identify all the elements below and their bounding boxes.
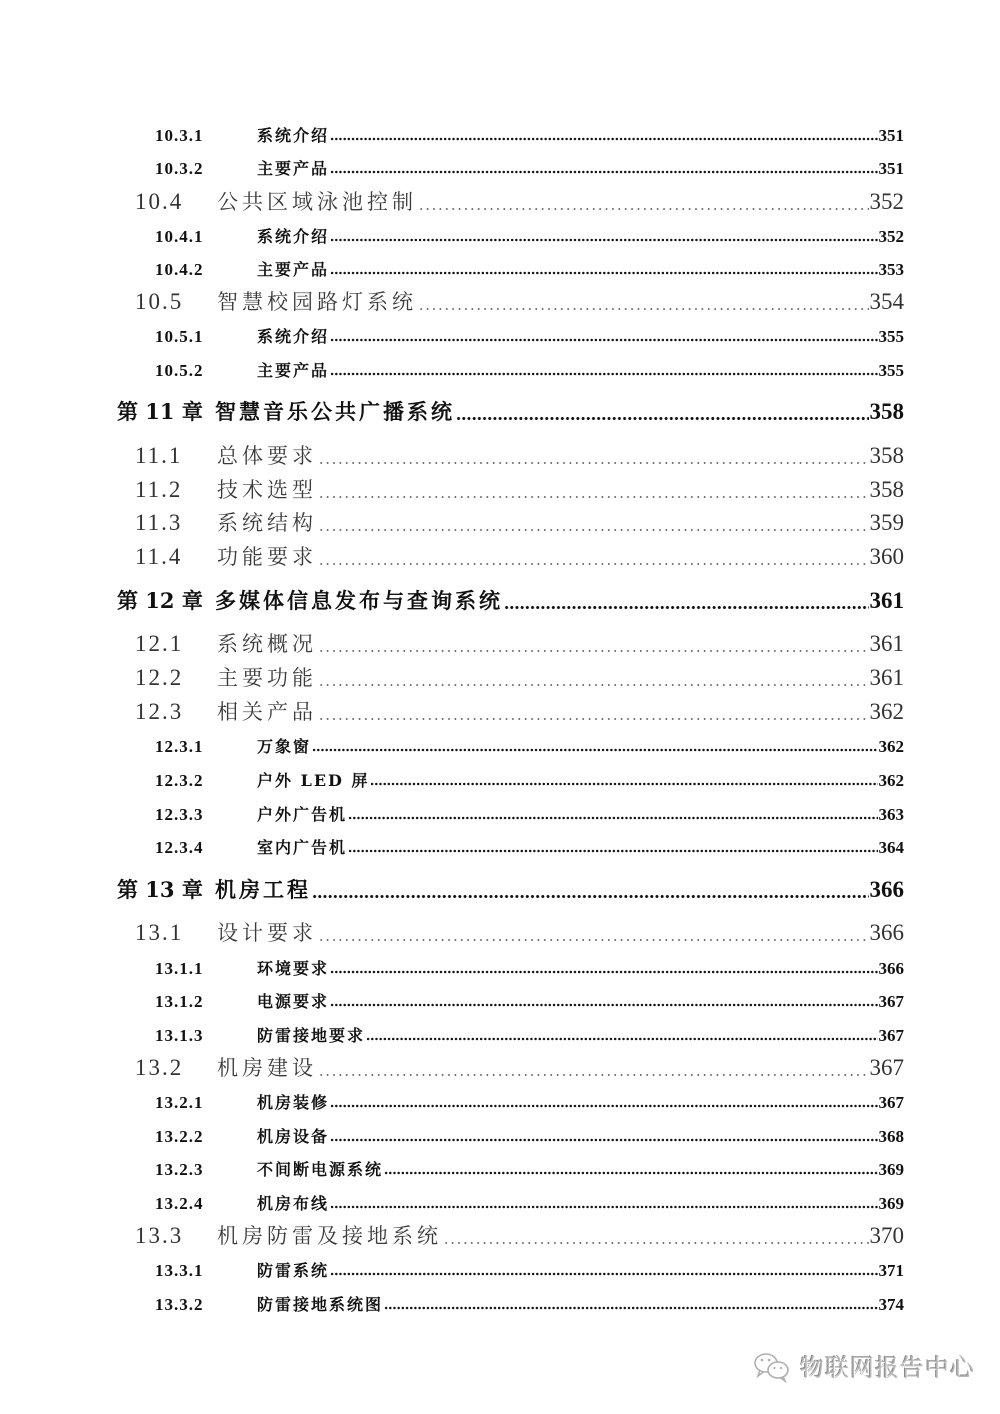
section-number: 13.3: [135, 1223, 184, 1248]
page-number: 361: [869, 588, 904, 613]
dot-leader: [330, 1104, 877, 1108]
toc-entry[interactable]: [155, 1157, 904, 1179]
dot-leader: [318, 717, 869, 721]
chapter-title: 智慧音乐公共广播系统: [215, 399, 455, 424]
section-number: 10.4.1: [155, 227, 204, 246]
dot-leader: [312, 748, 877, 752]
section-title: 电源要求: [257, 992, 330, 1011]
toc-chapter-entry[interactable]: [117, 874, 904, 904]
toc-entry[interactable]: [155, 224, 904, 246]
toc-entry[interactable]: [155, 1090, 904, 1112]
page-number: 351: [878, 159, 904, 178]
chapter-number: 第 11 章: [117, 399, 203, 424]
dot-leader: [418, 207, 869, 211]
section-title: 机房建设: [217, 1056, 317, 1080]
section-number: 13.2.1: [155, 1093, 204, 1112]
section-title: 系统介绍: [257, 227, 330, 246]
section-number: 13.1: [135, 920, 184, 945]
dot-leader: [384, 1306, 877, 1310]
section-title: 公共区域泳池控制: [217, 190, 417, 214]
section-number: 13.1.3: [155, 1026, 204, 1045]
section-number: 12.3.3: [155, 805, 204, 824]
section-number: 11.4: [135, 544, 183, 569]
dot-leader: [318, 528, 869, 532]
toc-entry[interactable]: [135, 628, 904, 658]
toc-chapter-entry[interactable]: [117, 585, 904, 615]
page-number: 352: [878, 227, 904, 246]
page-number: 354: [869, 289, 904, 314]
page-number: 367: [878, 992, 904, 1011]
chapter-title: 多媒体信息发布与查询系统: [215, 588, 503, 613]
dot-leader: [330, 1205, 877, 1209]
section-number: 10.4.2: [155, 260, 204, 279]
toc-chapter-entry[interactable]: [117, 396, 904, 426]
dot-leader: [366, 1037, 877, 1041]
toc-entry[interactable]: [135, 917, 904, 947]
page-number: 366: [878, 959, 904, 978]
chapter-title: 机房工程: [215, 877, 311, 902]
page-number: 361: [869, 631, 904, 656]
dot-leader: [330, 372, 877, 376]
toc-entry[interactable]: [155, 123, 904, 145]
section-number: 10.5.2: [155, 361, 204, 380]
dot-leader: [318, 1073, 869, 1077]
section-number: 12.3.1: [155, 737, 204, 756]
watermark: [752, 1348, 975, 1383]
dot-leader: [348, 849, 877, 853]
toc-entry[interactable]: [155, 358, 904, 380]
dot-leader: [330, 1272, 877, 1276]
section-title: 不间断电源系统: [257, 1160, 384, 1179]
toc-entry[interactable]: [155, 734, 904, 756]
dot-leader: [330, 1138, 877, 1142]
section-title: 户外 LED 屏: [257, 771, 370, 790]
page-number: 359: [869, 510, 904, 535]
page-number: 352: [869, 189, 904, 214]
section-title: 主要产品: [257, 361, 330, 380]
dot-leader: [330, 1003, 877, 1007]
page-number: 362: [869, 699, 904, 724]
section-number: 12.1: [135, 631, 184, 656]
page-number: 351: [878, 126, 904, 145]
section-number: 10.5: [135, 289, 184, 314]
section-title: 主要产品: [257, 260, 330, 279]
toc-entry[interactable]: [155, 156, 904, 178]
page-number: 370: [869, 1223, 904, 1248]
section-title: 相关产品: [217, 700, 317, 724]
section-title: 机房防雷及接地系统: [217, 1224, 442, 1248]
section-number: 13.3.2: [155, 1295, 204, 1314]
dot-leader: [330, 137, 877, 141]
section-number: 13.1.1: [155, 959, 204, 978]
toc-entry[interactable]: [155, 835, 904, 857]
page-number: 366: [869, 877, 904, 902]
section-number: 13.2.3: [155, 1160, 204, 1179]
section-title: 主要产品: [257, 159, 330, 178]
section-number: 11.3: [135, 510, 183, 535]
toc-entry[interactable]: [135, 474, 904, 504]
toc-entry[interactable]: [135, 696, 904, 726]
section-number: 10.3.2: [155, 159, 204, 178]
page-number: 374: [878, 1295, 904, 1314]
page-number: 360: [869, 544, 904, 569]
dot-leader: [330, 970, 877, 974]
section-title: 系统结构: [217, 511, 317, 535]
toc-entry[interactable]: [155, 1124, 904, 1146]
toc-entry[interactable]: [135, 440, 904, 470]
chapter-number: 第 12 章: [117, 588, 203, 613]
dot-leader: [330, 170, 877, 174]
section-number: 13.3.1: [155, 1261, 204, 1280]
section-title: 环境要求: [257, 959, 330, 978]
section-number: 13.2.2: [155, 1127, 204, 1146]
dot-leader: [318, 938, 869, 942]
dot-leader: [318, 649, 869, 653]
toc-entry[interactable]: [155, 802, 904, 824]
dot-leader: [312, 894, 869, 899]
section-title: 万象窗: [257, 737, 312, 756]
page-number: 363: [878, 805, 904, 824]
section-title: 智慧校园路灯系统: [217, 290, 417, 314]
section-title: 功能要求: [217, 545, 317, 569]
section-title: 防雷接地系统图: [257, 1295, 384, 1314]
page-number: 369: [878, 1194, 904, 1213]
toc-entry[interactable]: [155, 1023, 904, 1045]
page-number: 362: [878, 771, 904, 790]
dot-leader: [318, 495, 869, 499]
section-title: 总体要求: [217, 444, 317, 468]
page-number: 369: [878, 1160, 904, 1179]
section-number: 11.2: [135, 477, 183, 502]
section-title: 机房装修: [257, 1093, 330, 1112]
toc-entry[interactable]: [155, 1258, 904, 1280]
page-number: 361: [869, 665, 904, 690]
dot-leader: [318, 683, 869, 687]
section-title: 系统概况: [217, 632, 317, 656]
section-title: 技术选型: [217, 478, 317, 502]
section-title: 防雷系统: [257, 1261, 330, 1280]
section-number: 12.3.2: [155, 771, 204, 790]
section-title: 系统介绍: [257, 327, 330, 346]
dot-leader: [318, 461, 869, 465]
toc-entry[interactable]: [135, 186, 904, 216]
toc-entry[interactable]: [135, 507, 904, 537]
page-number: 371: [878, 1261, 904, 1280]
section-title: 室内广告机: [257, 838, 348, 857]
watermark-text: 物联网报告中心: [800, 1354, 975, 1382]
page-number: 366: [869, 920, 904, 945]
page-number: 353: [878, 260, 904, 279]
dot-leader: [384, 1171, 877, 1175]
dot-leader: [330, 338, 877, 342]
wechat-icon: [752, 1351, 792, 1381]
section-number: 13.2: [135, 1055, 184, 1080]
section-title: 机房设备: [257, 1127, 330, 1146]
toc-entry[interactable]: [135, 541, 904, 571]
page-number: 358: [869, 477, 904, 502]
section-number: 10.4: [135, 189, 184, 214]
section-number: 12.3: [135, 699, 184, 724]
section-number: 12.2: [135, 665, 184, 690]
section-number: 10.5.1: [155, 327, 204, 346]
dot-leader: [504, 605, 869, 610]
page-number: 358: [869, 399, 904, 424]
section-title: 机房布线: [257, 1194, 330, 1213]
section-number: 11.1: [135, 443, 183, 468]
section-number: 10.3.1: [155, 126, 204, 145]
page-number: 367: [878, 1093, 904, 1112]
toc-entry[interactable]: [155, 956, 904, 978]
toc-entry[interactable]: [135, 286, 904, 316]
toc-entry[interactable]: [135, 1052, 904, 1082]
section-title: 防雷接地要求: [257, 1026, 366, 1045]
section-title: 户外广告机: [257, 805, 348, 824]
toc-entry[interactable]: [155, 768, 904, 790]
chapter-number: 第 13 章: [117, 877, 203, 902]
toc-entry[interactable]: [135, 1220, 904, 1250]
toc-entry[interactable]: [155, 257, 904, 279]
page-number: 368: [878, 1127, 904, 1146]
toc-entry[interactable]: [155, 1191, 904, 1213]
toc-entry[interactable]: [155, 1292, 904, 1314]
page-number: 367: [869, 1055, 904, 1080]
page-number: 355: [878, 327, 904, 346]
dot-leader: [418, 307, 869, 311]
toc-entry[interactable]: [135, 662, 904, 692]
dot-leader: [370, 782, 877, 786]
dot-leader: [348, 816, 877, 820]
dot-leader: [330, 271, 877, 275]
section-title: 设计要求: [217, 921, 317, 945]
dot-leader: [456, 416, 869, 421]
section-number: 12.3.4: [155, 838, 204, 857]
section-number: 13.2.4: [155, 1194, 204, 1213]
page-number: 367: [878, 1026, 904, 1045]
toc-entry[interactable]: [155, 989, 904, 1011]
page-number: 364: [878, 838, 904, 857]
page-number: 358: [869, 443, 904, 468]
toc-entry[interactable]: [155, 324, 904, 346]
page-number: 355: [878, 361, 904, 380]
section-number: 13.1.2: [155, 992, 204, 1011]
section-title: 系统介绍: [257, 126, 330, 145]
dot-leader: [318, 562, 869, 566]
dot-leader: [330, 238, 877, 242]
section-title: 主要功能: [217, 666, 317, 690]
dot-leader: [443, 1241, 869, 1245]
page-number: 362: [878, 737, 904, 756]
